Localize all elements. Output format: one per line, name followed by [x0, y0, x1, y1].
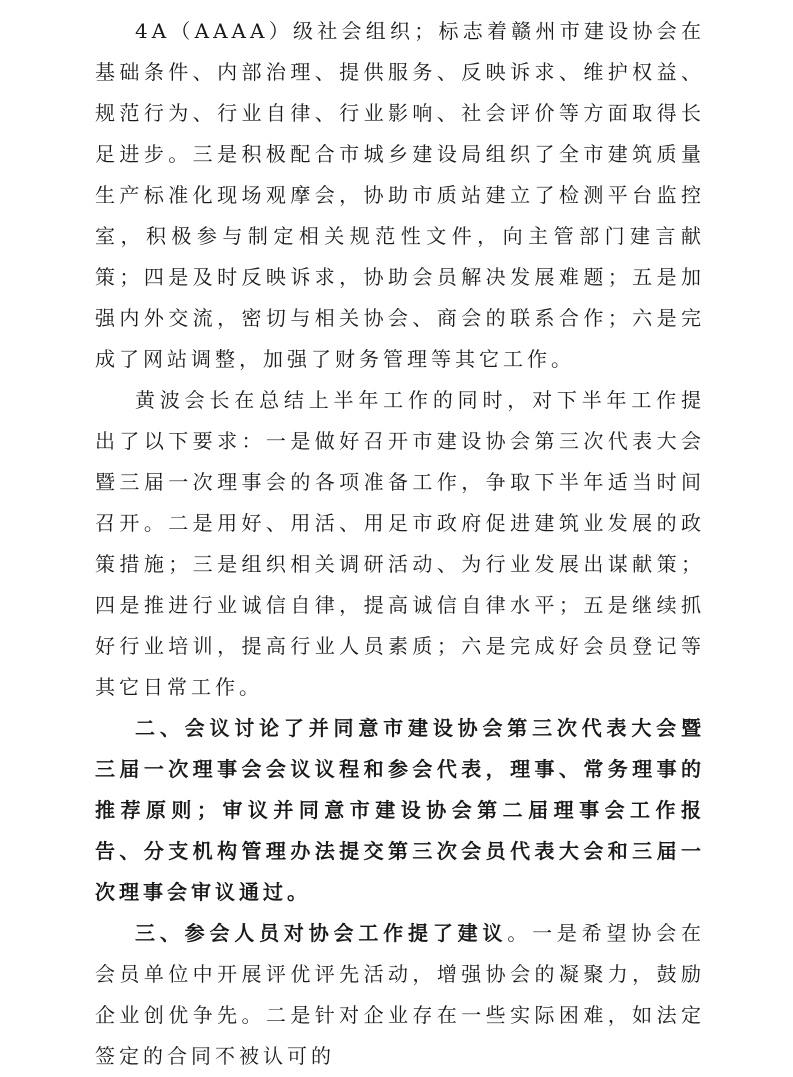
paragraph-4-heading: 三、参会人员对协会工作提了建议 — [135, 921, 508, 945]
paragraph-2 — [95, 380, 705, 708]
paragraph-4-text: 。一是希望协会在会员单位中开展评优评先活动，增强协会的凝聚力，鼓励企业创优争先。二是针对企业存在一些实际困难，如法定签定的合同不被认可的 — [95, 921, 706, 1068]
paragraph-1 — [95, 11, 705, 380]
paragraph-1-text: 4A（AAAA）级社会组织；标志着赣州市建设协会在基础条件、内部治理、提供服务、反映诉求、维护权益、规范行为、行业自律、行业影响、社会评价等方面取得长足进步。三是积极配合市城乡建设局组织了全市建筑质量生产标准化现场观摩会，协助市质站建立了检测平台监控室，积极参与制定相关规范性文件，向主管部门建言献策；四是及时反映诉求，协助会员解决发展难题；五是加强内外交流，密切与相关协会、商会的联系合作；六是完成了网站调整，加强了财务管理等其它工作。 — [95, 19, 705, 371]
paragraph-3 — [95, 708, 705, 913]
paragraph-4 — [95, 913, 705, 1077]
document-page — [95, 11, 705, 1077]
paragraph-3-text: 二、会议讨论了并同意市建设协会第三次代表大会暨三届一次理事会会议议程和参会代表，理事、常务理事的推荐原则；审议并同意市建设协会第二届理事会工作报告、分支机构管理办法提交第三次会员代表大会和三届一次理事会审议通过。 — [95, 716, 705, 904]
paragraph-2-text: 黄波会长在总结上半年工作的同时，对下半年工作提出了以下要求：一是做好召开市建设协会第三次代表大会暨三届一次理事会的各项准备工作，争取下半年适当时间召开。二是用好、用活、用足市政府促进建筑业发展的政策措施；三是组织相关调研活动、为行业发展出谋献策；四是推进行业诚信自律，提高诚信自律水平；五是继续抓好行业培训，提高行业人员素质；六是完成好会员登记等其它日常工作。 — [95, 388, 705, 699]
